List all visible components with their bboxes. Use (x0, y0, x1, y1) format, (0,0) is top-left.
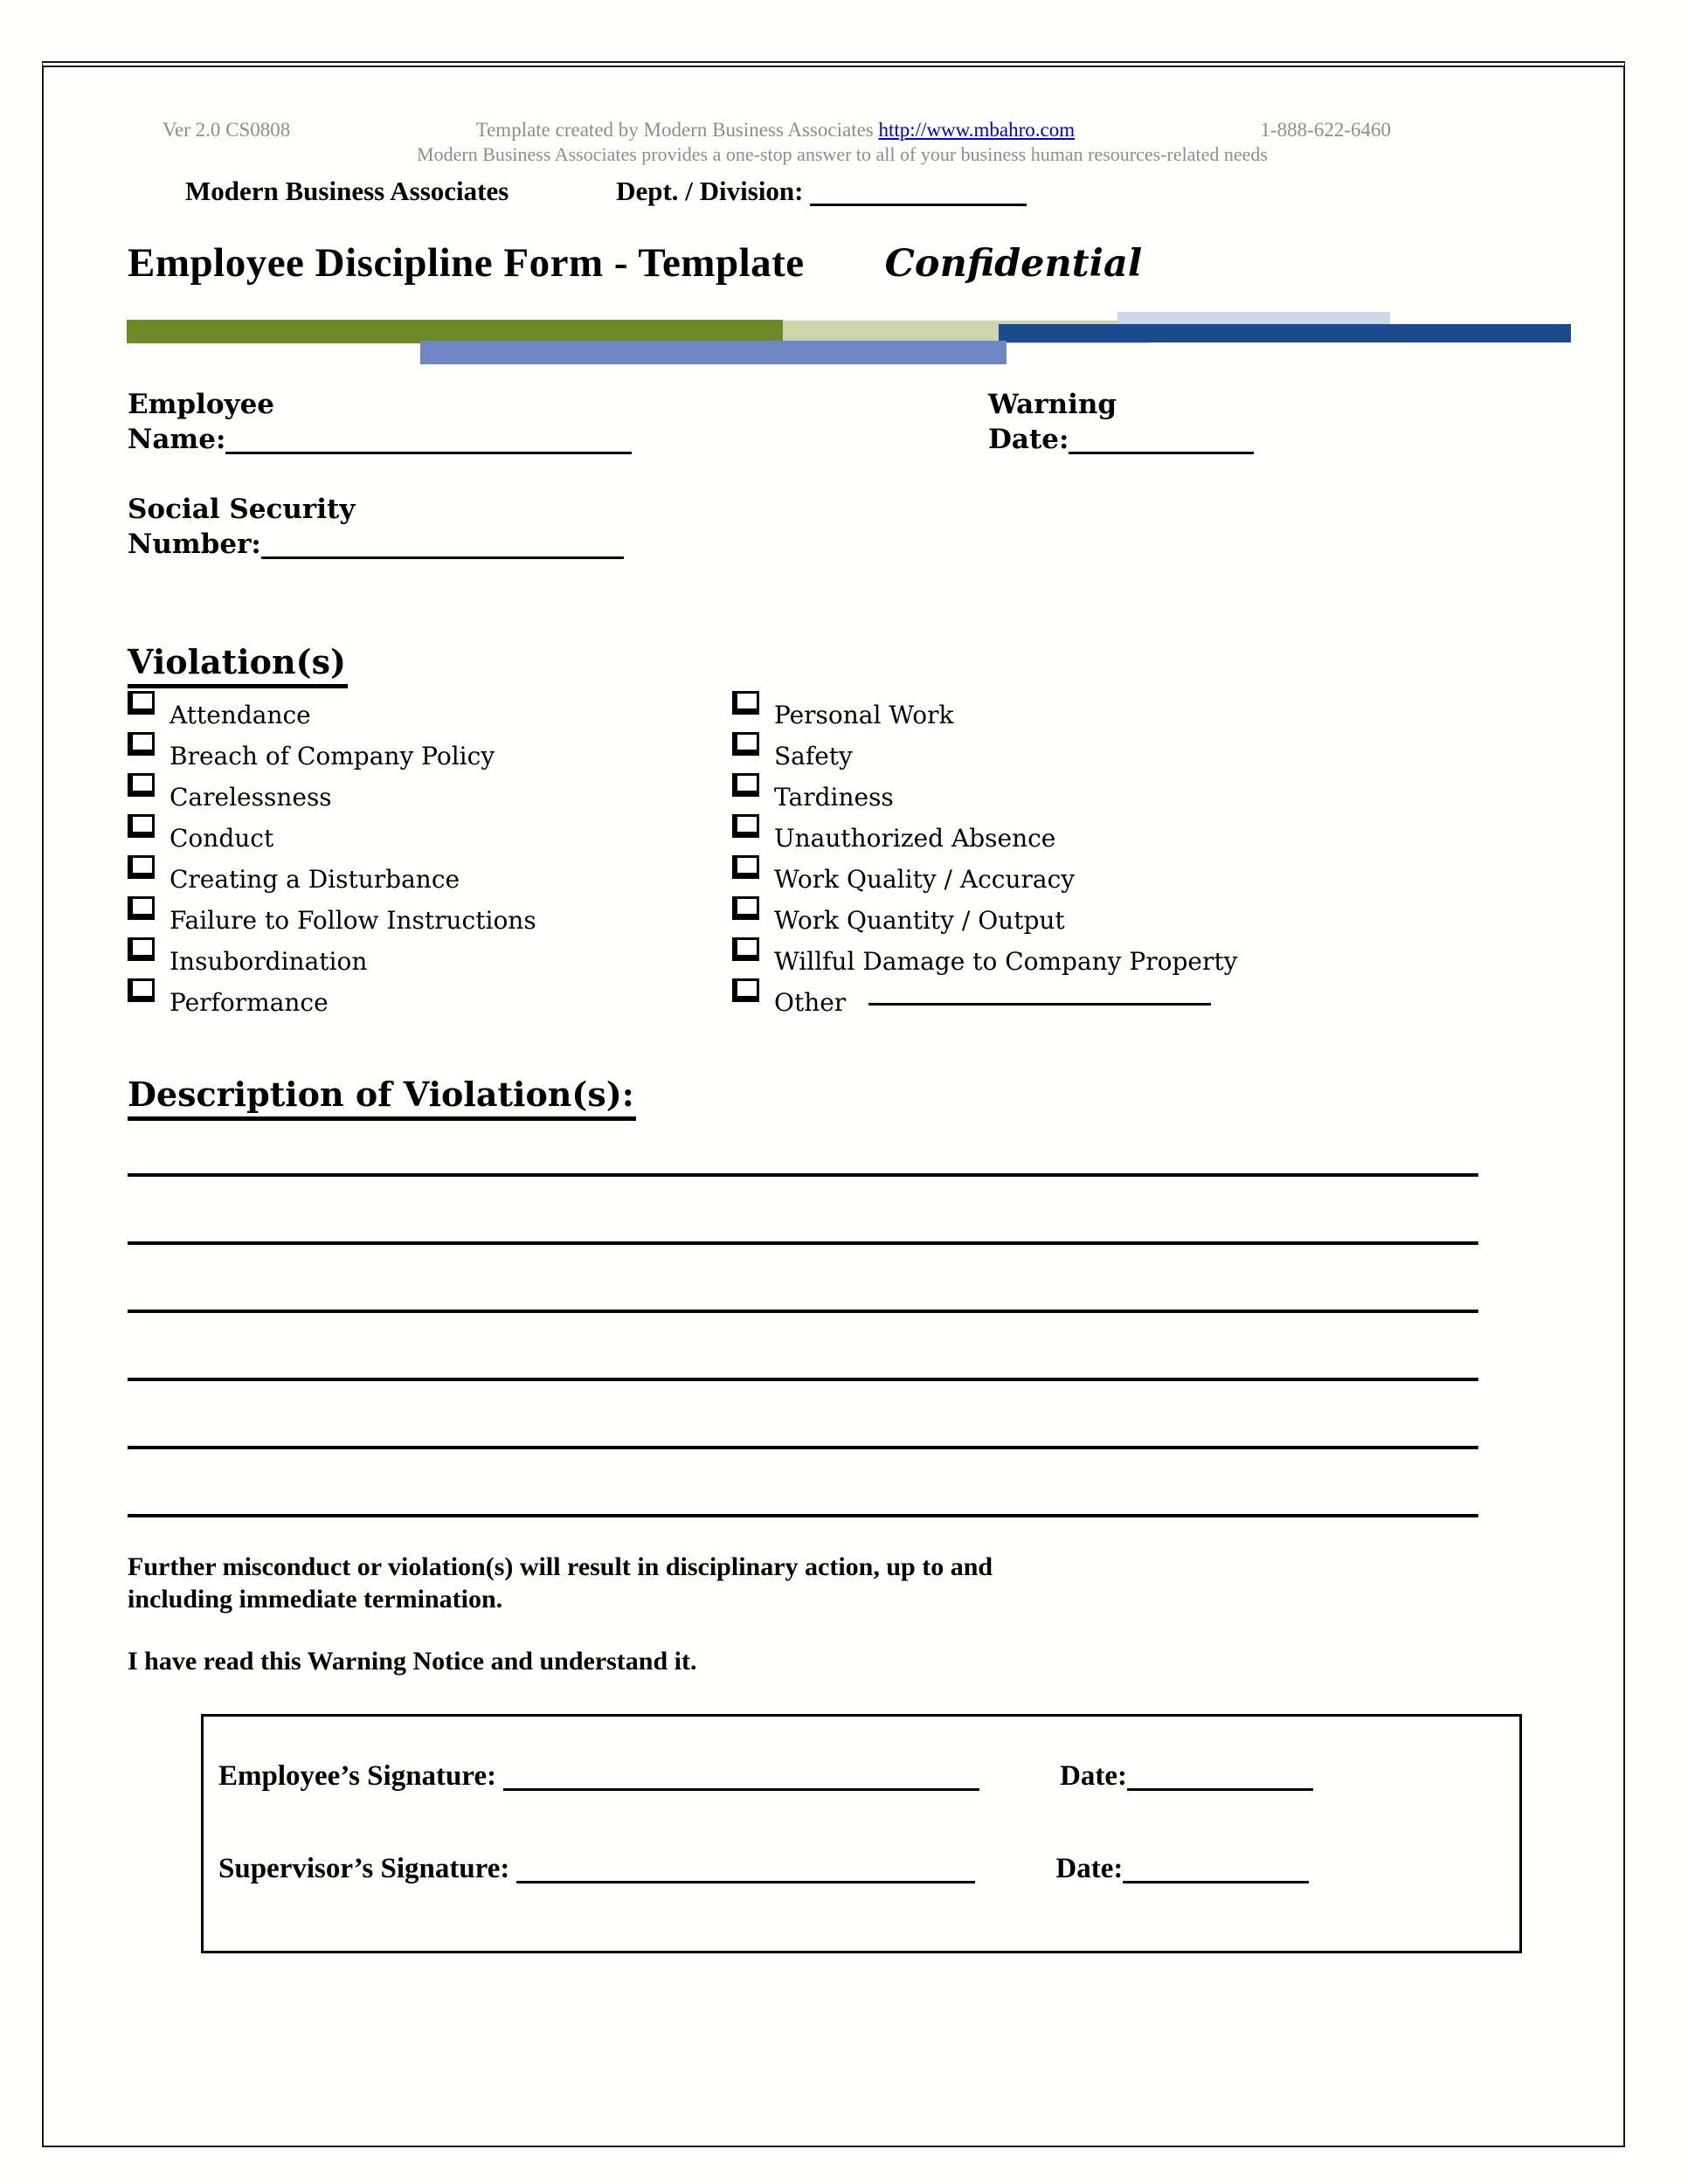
tagline: Modern Business Associates provides a one-stop answer to all of your business human resources-related needs (417, 143, 1268, 165)
page-border (42, 61, 1625, 2147)
checkbox-icon[interactable] (732, 896, 759, 920)
mbahro-link[interactable]: http://www.mbahro.com (878, 119, 1076, 141)
description-blank-line[interactable] (128, 1313, 1478, 1381)
employee-name-field (128, 387, 632, 457)
violation-item (128, 731, 732, 772)
violation-item (732, 731, 1557, 772)
signature-box (201, 1714, 1522, 1953)
violation-item (732, 978, 1557, 1019)
violations-left-column (128, 690, 732, 1019)
violation-item (732, 854, 1557, 895)
checkbox-icon[interactable] (732, 978, 759, 1002)
violation-item (128, 690, 732, 731)
checkbox-icon[interactable] (732, 937, 759, 961)
title-row (128, 238, 1557, 287)
violation-label: Tardiness (774, 783, 894, 812)
violation-label: Work Quantity / Output (774, 906, 1065, 935)
violation-label: Unauthorized Absence (774, 824, 1056, 853)
ssn-label-line1: Social Security (128, 494, 356, 525)
violation-label: Creating a Disturbance (169, 865, 460, 894)
checkbox-icon[interactable] (128, 855, 155, 879)
violations-right-column (732, 690, 1557, 1019)
supervisor-signature-row (218, 1849, 1519, 1888)
employee-signature-blank[interactable] (503, 1759, 979, 1791)
employee-date-blank[interactable] (1127, 1759, 1313, 1791)
employee-signature-label: Employee’s Signature: (218, 1760, 497, 1792)
olive-bar (127, 320, 783, 343)
dept-division-blank[interactable] (810, 176, 1027, 206)
description-blank-line[interactable] (128, 1177, 1478, 1245)
checkbox-icon[interactable] (128, 896, 155, 920)
page-title: Employee Discipline Form - Template (128, 240, 805, 286)
violation-item (732, 813, 1557, 854)
violation-item (732, 936, 1557, 978)
other-blank-line[interactable] (868, 989, 1211, 1006)
version-text: Ver 2.0 CS0808 (163, 119, 291, 141)
violation-item (128, 895, 732, 936)
violation-label: Work Quality / Accuracy (774, 865, 1076, 894)
violation-label: Safety (774, 742, 853, 771)
violation-label: Insubordination (169, 947, 368, 976)
warning-date-blank[interactable] (1069, 425, 1254, 454)
supervisor-date-blank[interactable] (1123, 1852, 1309, 1883)
violation-label: Performance (169, 988, 329, 1017)
header-line-1 (128, 118, 1557, 142)
checkbox-icon[interactable] (128, 691, 155, 715)
employee-name-blank[interactable] (225, 425, 632, 454)
description-blank-line[interactable] (128, 1121, 1478, 1177)
name-label: Name: (128, 424, 226, 455)
decorative-bars (128, 312, 1557, 370)
violation-item (128, 978, 732, 1019)
ssn-field (128, 492, 1557, 562)
header-line-3 (128, 174, 1557, 209)
violation-label: Willful Damage to Company Property (774, 947, 1238, 976)
violation-label: Attendance (169, 701, 311, 729)
violation-label: Failure to Follow Instructions (169, 906, 536, 935)
description-section (128, 1073, 1557, 1517)
further-misconduct-notice: Further misconduct or violation(s) will result in disciplinary action, up to and including immediate termination. (128, 1552, 993, 1614)
checkbox-icon[interactable] (128, 773, 155, 797)
description-blank-line[interactable] (128, 1381, 1478, 1449)
date-label: Date: (1055, 1853, 1124, 1884)
violations-heading: Violation(s) (128, 640, 348, 688)
description-heading: Description of Violation(s): (128, 1073, 636, 1121)
checkbox-icon[interactable] (128, 814, 155, 838)
navy-bar (999, 324, 1571, 342)
ssn-label-line2: Number: (128, 529, 261, 560)
violation-item (732, 690, 1557, 731)
checkbox-icon[interactable] (732, 814, 759, 838)
checkbox-icon[interactable] (732, 732, 759, 756)
violation-item (732, 895, 1557, 936)
violation-label: Breach of Company Policy (169, 742, 495, 771)
ssn-blank[interactable] (261, 529, 624, 559)
violation-label: Other (774, 988, 847, 1017)
supervisor-signature-label: Supervisor’s Signature: (218, 1853, 510, 1884)
supervisor-signature-blank[interactable] (516, 1852, 975, 1883)
violation-item (128, 854, 732, 895)
checkbox-icon[interactable] (732, 773, 759, 797)
violations-columns (128, 690, 1557, 1019)
employee-signature-row (218, 1757, 1519, 1795)
employee-label: Employee (128, 389, 275, 420)
checkbox-icon[interactable] (128, 937, 155, 961)
violation-item (128, 936, 732, 978)
warning-label: Warning (988, 389, 1117, 420)
phone-number: 1-888-622-6460 (1260, 119, 1391, 141)
name-warning-row (128, 387, 1557, 457)
violation-item (128, 813, 732, 854)
date-label: Date: (1060, 1760, 1128, 1792)
warning-date-field (988, 387, 1557, 457)
company-name: Modern Business Associates (185, 176, 509, 206)
violation-item (732, 772, 1557, 813)
dept-division-label: Dept. / Division: (616, 176, 804, 206)
created-by-label: Template created by Modern Business Associates (475, 119, 874, 141)
description-blank-line[interactable] (128, 1449, 1478, 1517)
violation-label: Carelessness (169, 783, 332, 812)
violation-item (128, 772, 732, 813)
checkbox-icon[interactable] (732, 691, 759, 715)
warning-date-label: Date: (988, 424, 1069, 455)
slate-blue-bar (420, 341, 1007, 364)
checkbox-icon[interactable] (128, 732, 155, 756)
acknowledgement-notice: I have read this Warning Notice and understand it. (128, 1647, 697, 1676)
created-by-text (290, 118, 1260, 142)
checkbox-icon[interactable] (128, 978, 155, 1002)
confidential-label: Confidential (884, 242, 1143, 286)
violation-label: Conduct (169, 824, 274, 853)
violation-label: Personal Work (774, 701, 954, 729)
description-blank-line[interactable] (128, 1245, 1478, 1313)
checkbox-icon[interactable] (732, 855, 759, 879)
